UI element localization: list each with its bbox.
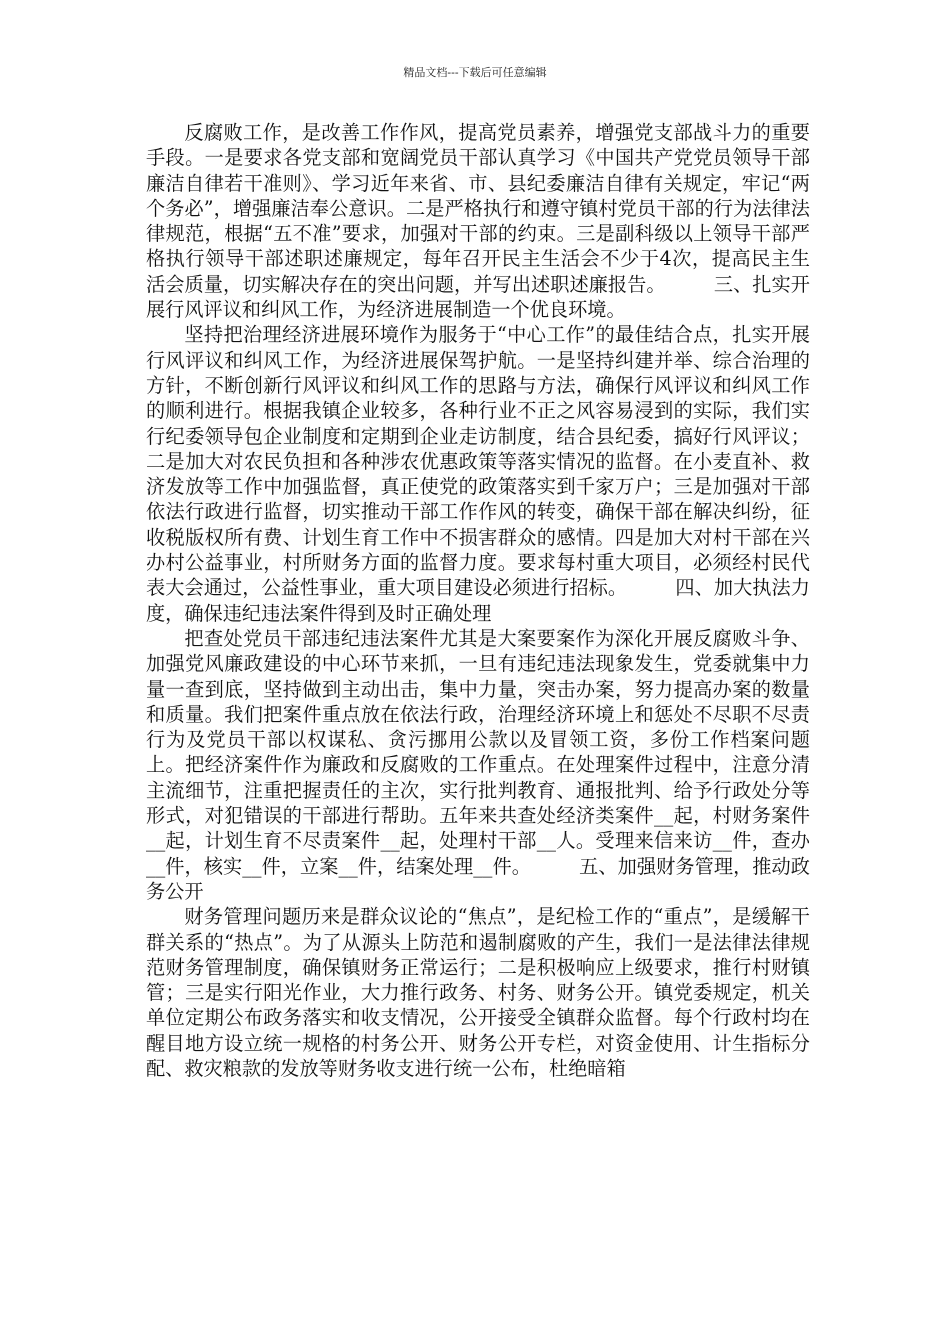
paragraph-4: 财务管理问题历来是群众议论的“焦点”，是纪检工作的“重点”，是缓解干群关系的“热点”。为了从源头上防范和遏制腐败的产生，我们一是法律法律规范财务管理制度，确保镇财务正常运行；二是积极响应上级要求，推行村财镇管；三是实行阳光作业，大力推行政务、村务、财务公开。镇党委规定，机关单位定期公布政务落实和收支情况，公开接受全镇群众监督。每个行政村均在醒目地方设立统一规格的村务公开、财务公开专栏，对资金使用、计生指标分配、救灾粮款的发放等财务收支进行统一公布，杜绝暗箱 <box>146 905 810 1080</box>
page-header: 精品文档---下载后可任意编辑 <box>403 66 547 79</box>
paragraph-1: 反腐败工作，是改善工作作风，提高党员素养，增强党支部战斗力的重要手段。一是要求各党支部和宽阔党员干部认真学习《中国共产党党员领导干部廉洁自律若干准则》、学习近年来省、市、县纪委廉洁自律有关规定，牢记“两个务必”，增强廉洁奉公意识。二是严格执行和遵守镇村党员干部的行为法律法律规范，根据“五不准”要求，加强对干部的约束。三是副科级以上领导干部严格执行领导干部述职述廉规定，每年召开民主生活会不少于4次，提高民主生活会质量，切实解决存在的突出问题，并写出述职述廉报告。 三、扎实开展行风评议和纠风工作，为经济进展制造一个优良环境。 <box>146 121 810 322</box>
paragraph-3: 把查处党员干部违纪违法案件尤其是大案要案作为深化开展反腐败斗争、加强党风廉政建设的中心环节来抓，一旦有违纪违法现象发生，党委就集中力量一查到底，坚持做到主动出击，集中力量，突击办案，努力提高办案的数量和质量。我们把案件重点放在依法行政，治理经济环境上和惩处不尽职不尽责行为及党员干部以权谋私、贪污挪用公款以及冒领工资，多份工作档案问题上。把经济案件作为廉政和反腐败的工作重点。在处理案件过程中，注意分清主流细节，注重把握责任的主次，实行批判教育、通报批判、给予行政处分等形式，对犯错误的干部进行帮助。五年来共查处经济类案件__起，村财务案件__起，计划生育不尽责案件__起，处理村干部__人。受理来信来访__件，查办__件，核实__件，立案__件，结案处理__件。 五、加强财务管理，推动政务公开 <box>146 626 810 903</box>
document-body <box>146 120 810 1081</box>
paragraph-2: 坚持把治理经济进展环境作为服务于“中心工作”的最佳结合点，扎实开展行风评议和纠风工作，为经济进展保驾护航。一是坚持纠建并举、综合治理的方针，不断创新行风评议和纠风工作的思路与方法，确保行风评议和纠风工作的顺利进行。根据我镇企业较多，各种行业不正之风容易浸到的实际，我们实行纪委领导包企业制度和定期到企业走访制度，结合县纪委，搞好行风评议；二是加大对农民负担和各种涉农优惠政策等落实情况的监督。在小麦直补、救济发放等工作中加强监督，真正使党的政策落实到千家万户；三是加强对干部依法行政进行监督，切实推动干部工作作风的转变，确保干部在解决纠纷，征收税版权所有费、计划生育工作中不损害群众的感情。四是加大对村干部在兴办村公益事业，村所财务方面的监督力度。要求每村重大项目，必须经村民代表大会通过，公益性事业，重大项目建设必须进行招标。 四、加大执法力度，确保违纪违法案件得到及时正确处理 <box>146 323 810 625</box>
